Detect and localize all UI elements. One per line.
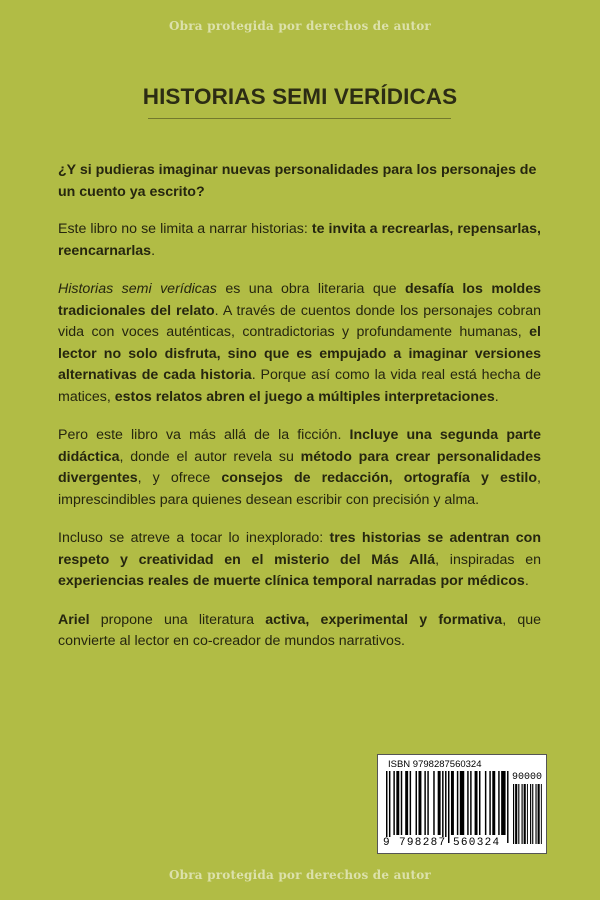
- blurb-paragraph: [58, 610, 541, 653]
- barcode-bar: [424, 771, 425, 835]
- barcode-bar: [498, 771, 499, 835]
- barcode-bar: [396, 771, 399, 835]
- barcode-addon-bars: [513, 784, 543, 844]
- barcode-bar: [438, 771, 441, 835]
- price-code: 90000: [512, 772, 543, 783]
- barcode-bar: [433, 771, 434, 835]
- copyright-watermark-top: Obra protegida por derechos de autor: [169, 19, 431, 33]
- barcode-digits-right: 560324: [453, 837, 501, 849]
- barcode-bar: [501, 771, 505, 835]
- barcode-bar: [442, 771, 443, 843]
- bold-text-run: estos relatos abren el juego a múltiples interpretaciones: [114, 388, 495, 405]
- barcode-bar: [535, 784, 536, 844]
- text-run: .: [524, 573, 529, 589]
- barcode-bar: [445, 771, 446, 843]
- barcode-bar: [475, 771, 478, 835]
- book-title: HISTORIAS SEMI VERÍDICAS: [142, 84, 458, 109]
- blurb-paragraph: [58, 425, 541, 511]
- barcode-bar: [460, 771, 464, 835]
- barcode-bar: [467, 771, 468, 835]
- barcode-bar: [418, 771, 421, 835]
- bold-text-run: consejos de redacción, ortografía y estilo: [221, 470, 538, 486]
- barcode-bar: [527, 784, 528, 844]
- bold-text-run: el lector no solo disfruta, sino que es empujado a imaginar versiones alternativas de cada historia: [58, 324, 541, 383]
- text-run: .: [151, 242, 156, 259]
- barcode-bar: [457, 771, 458, 835]
- barcode-bars: [386, 771, 510, 843]
- barcode-bar: [541, 784, 542, 844]
- text-run: es una obra literaria que: [216, 281, 405, 297]
- bold-text-run: desafía los moldes tradicionales del relato: [58, 281, 541, 319]
- barcode-bar: [507, 771, 508, 843]
- text-run: , donde el autor revela su: [119, 448, 301, 465]
- barcode-bar: [538, 784, 540, 844]
- copyright-watermark-bottom: Obra protegida por derechos de autor: [169, 868, 431, 882]
- bold-text-run: Incluye una segunda parte didáctica: [58, 427, 542, 465]
- barcode-bar: [386, 771, 387, 843]
- barcode-bar: [410, 771, 411, 835]
- bold-text-run: te invita a recrearlas, repensarlas, reencarnarlas: [58, 221, 541, 259]
- text-run: , y ofrece: [137, 470, 222, 486]
- barcode-bar: [451, 771, 454, 835]
- text-run: , inspiradas en: [435, 551, 541, 568]
- barcode-bar: [479, 771, 480, 835]
- bold-text-run: Ariel: [58, 611, 90, 628]
- barcode-digit-first: 9: [383, 837, 390, 849]
- isbn-barcode: [377, 754, 547, 854]
- text-run: .: [494, 388, 499, 405]
- barcode-bar: [448, 771, 449, 843]
- text-run: , imprescindibles para quienes desean escribir con precisión y alma.: [58, 470, 541, 508]
- barcode-digits-left: 798287: [399, 837, 447, 849]
- bold-text-run: método para crear personalidades divergentes: [58, 448, 541, 486]
- barcode-bar: [405, 771, 408, 835]
- isbn-label: ISBN 9798287560324: [388, 759, 482, 770]
- barcode-bar: [485, 771, 486, 835]
- barcode-bar: [530, 784, 531, 844]
- blurb-text: [58, 160, 541, 670]
- text-run: Incluso se atreve a tocar lo inexplorado:: [58, 530, 330, 546]
- text-run: . A través de cuentos donde los personajes cobran vida con voces auténticas, contradictorias y profundamente humanas,: [58, 302, 541, 340]
- barcode-bar: [522, 784, 523, 844]
- blurb-paragraph: [58, 528, 541, 593]
- barcode-bar: [401, 771, 402, 835]
- bold-text-run: tres historias se adentran con respeto y creatividad en el misterio del Más Allá: [58, 530, 541, 568]
- italic-text-run: Historias semi verídicas: [58, 281, 217, 297]
- text-run: propone una literatura: [89, 611, 266, 628]
- bold-text-run: ¿Y si pudieras imaginar nuevas personalidades para los personajes de un cuento ya escrito?: [58, 162, 537, 200]
- barcode-bar: [489, 771, 490, 835]
- title-underline: [148, 118, 451, 119]
- barcode-digits: [382, 837, 512, 851]
- barcode-bar: [515, 784, 517, 844]
- barcode-bar: [393, 771, 394, 835]
- barcode-bar: [513, 784, 514, 844]
- barcode-bar: [427, 771, 428, 835]
- text-run: , que convierte al lector en co-creador de mundos narrativos.: [58, 611, 541, 649]
- blurb-paragraph: [58, 219, 541, 262]
- blurb-paragraph: [58, 160, 541, 203]
- barcode-bar: [492, 771, 495, 835]
- barcode-bar: [389, 771, 390, 843]
- barcode-bar: [524, 784, 526, 844]
- text-run: Este libro no se limita a narrar historias:: [58, 221, 312, 237]
- barcode-bar: [470, 771, 471, 835]
- blurb-paragraph: [58, 279, 541, 408]
- text-run: Pero este libro va más allá de la ficción.: [58, 427, 350, 443]
- text-run: . Porque así como la vida real está hecha de matices,: [58, 367, 542, 405]
- bold-text-run: activa, experimental y formativa: [265, 611, 503, 628]
- bold-text-run: experiencias reales de muerte clínica temporal narradas por médicos: [58, 573, 525, 589]
- barcode-bar: [416, 771, 417, 835]
- barcode-bar: [532, 784, 533, 844]
- barcode-bar: [518, 784, 519, 844]
